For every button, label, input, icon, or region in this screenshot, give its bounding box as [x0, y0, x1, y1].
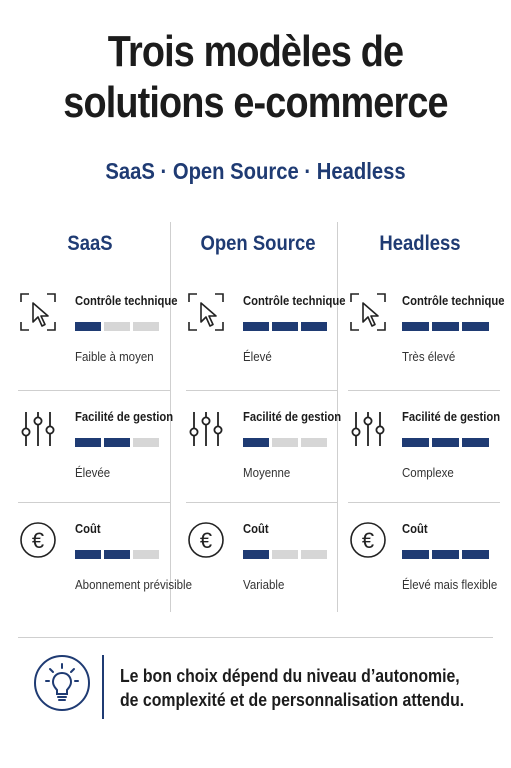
criterion-value: Élevée — [75, 466, 111, 480]
level-segment-filled — [432, 322, 459, 331]
level-segment-filled — [104, 438, 130, 447]
svg-text:€: € — [31, 528, 45, 553]
euro-icon — [18, 518, 58, 562]
lightbulb-icon — [34, 655, 90, 711]
level-bar — [243, 550, 327, 559]
cursor-icon — [348, 290, 388, 334]
level-segment-filled — [301, 322, 327, 331]
footer-text — [120, 664, 465, 712]
page-title — [36, 26, 475, 128]
row-divider — [186, 390, 338, 391]
level-segment-filled — [432, 438, 459, 447]
row-divider — [348, 390, 500, 391]
criterion-row — [178, 512, 338, 622]
sliders-icon — [18, 406, 58, 450]
criterion-value: Élevé — [243, 350, 272, 364]
euro-icon — [348, 518, 388, 562]
criterion-value: Faible à moyen — [75, 350, 154, 364]
level-segment-filled — [402, 550, 429, 559]
level-segment-empty — [301, 550, 327, 559]
level-bar — [402, 438, 489, 447]
level-bar — [402, 550, 489, 559]
footer-divider — [18, 637, 493, 638]
criterion-row — [10, 512, 192, 622]
criterion-row — [178, 400, 342, 510]
criterion-value: Élevé mais flexible — [402, 578, 498, 592]
sliders-icon — [348, 406, 388, 450]
criterion-row — [340, 400, 500, 510]
footer-line-2: de complexité et de personnalisation attendu. — [120, 690, 465, 710]
criterion-value: Variable — [243, 578, 285, 592]
criterion-value: Très élevé — [402, 350, 456, 364]
criterion-label: Contrôle technique — [75, 294, 178, 308]
level-bar — [75, 550, 159, 559]
column-heading: Open Source — [200, 232, 316, 255]
level-segment-filled — [243, 550, 269, 559]
level-bar — [75, 438, 159, 447]
criterion-row — [178, 284, 346, 394]
level-segment-empty — [272, 438, 298, 447]
row-divider — [18, 502, 170, 503]
criterion-row — [340, 284, 505, 394]
row-divider — [18, 390, 170, 391]
level-segment-filled — [272, 322, 298, 331]
criterion-label: Facilité de gestion — [75, 410, 174, 424]
title-line-2: solutions e-commerce — [63, 78, 448, 127]
column-saas — [10, 222, 192, 612]
cursor-icon — [18, 290, 58, 334]
svg-text:€: € — [361, 528, 375, 553]
criterion-row — [340, 512, 500, 622]
level-segment-empty — [104, 322, 130, 331]
level-segment-empty — [133, 438, 159, 447]
row-divider — [186, 502, 338, 503]
page-subtitle: SaaS · Open Source · Headless — [105, 158, 406, 184]
criterion-value: Moyenne — [243, 466, 291, 480]
criterion-label: Coût — [402, 522, 428, 536]
level-segment-filled — [75, 322, 101, 331]
row-divider — [348, 502, 500, 503]
svg-text:€: € — [199, 528, 213, 553]
cursor-icon — [186, 290, 226, 334]
footer-accent-line — [102, 655, 104, 719]
criterion-row — [10, 400, 174, 510]
level-bar — [243, 438, 327, 447]
column-heading: Headless — [379, 232, 461, 255]
level-segment-filled — [243, 438, 269, 447]
level-segment-filled — [462, 322, 489, 331]
level-segment-filled — [462, 438, 489, 447]
level-segment-filled — [243, 322, 269, 331]
level-segment-filled — [104, 550, 130, 559]
column-headless — [340, 222, 505, 612]
criterion-label: Facilité de gestion — [402, 410, 501, 424]
level-segment-empty — [133, 322, 159, 331]
euro-icon — [186, 518, 226, 562]
criterion-label: Contrôle technique — [243, 294, 346, 308]
level-segment-empty — [272, 550, 298, 559]
level-segment-filled — [75, 550, 101, 559]
criterion-label: Coût — [75, 522, 101, 536]
level-segment-filled — [402, 438, 429, 447]
column-open-source — [178, 222, 346, 612]
criterion-value: Abonnement prévisible — [75, 578, 192, 592]
criterion-label: Coût — [243, 522, 269, 536]
level-segment-filled — [75, 438, 101, 447]
level-segment-filled — [402, 322, 429, 331]
level-segment-empty — [133, 550, 159, 559]
column-heading: SaaS — [67, 232, 113, 255]
sliders-icon — [186, 406, 226, 450]
level-bar — [75, 322, 159, 331]
criterion-row — [10, 284, 178, 394]
level-bar — [243, 322, 327, 331]
footer-line-1: Le bon choix dépend du niveau d’autonomie, — [120, 666, 460, 686]
criterion-label: Facilité de gestion — [243, 410, 342, 424]
level-segment-filled — [432, 550, 459, 559]
criterion-value: Complexe — [402, 466, 454, 480]
criterion-label: Contrôle technique — [402, 294, 505, 308]
level-bar — [402, 322, 489, 331]
level-segment-filled — [462, 550, 489, 559]
title-line-1: Trois modèles de — [107, 27, 404, 76]
level-segment-empty — [301, 438, 327, 447]
